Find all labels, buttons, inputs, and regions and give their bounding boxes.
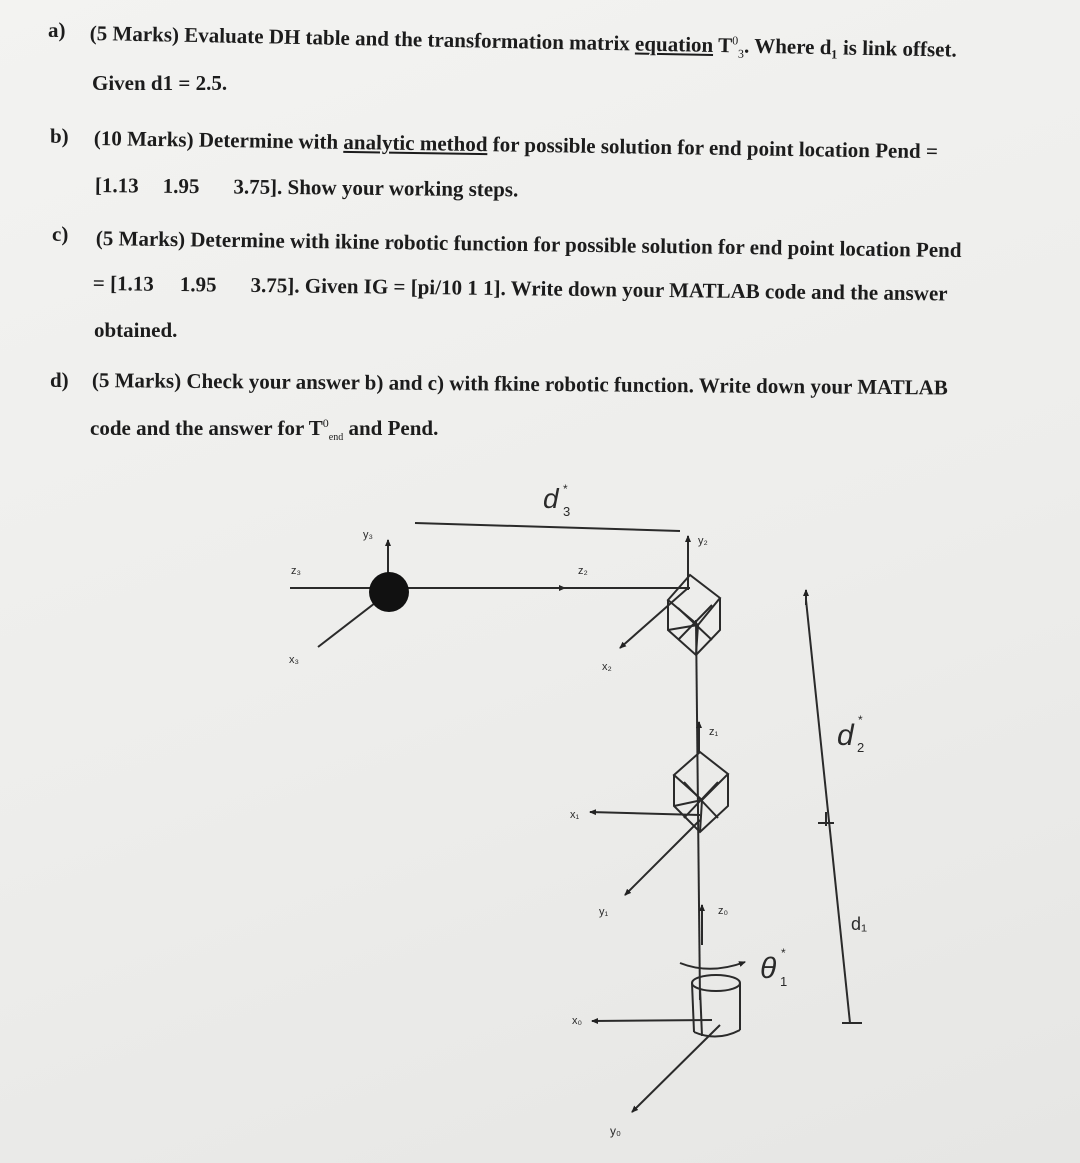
x0-label: x₀ [572, 1015, 583, 1027]
x3-label: x₃ [289, 654, 299, 666]
question-b-line1: (10 Marks) Determine with analytic method for possible solution for end point location Pend = [93, 126, 939, 164]
d3-subscript: 3 [563, 504, 571, 519]
y1-label: y₁ [599, 906, 609, 918]
d2-label: d [837, 719, 854, 752]
prismatic-joint-1-cube [674, 752, 728, 832]
x0-axis-line [592, 1020, 712, 1021]
question-c-line3: obtained. [94, 318, 178, 342]
question-a-line2: Given d1 = 2.5. [92, 71, 228, 95]
theta1-subscript: 1 [780, 974, 788, 989]
y3-label: y₃ [363, 529, 373, 541]
z1-label: z₁ [709, 726, 719, 738]
theta1-rotation-arc [680, 962, 745, 969]
z2-label: z₂ [578, 565, 588, 577]
y0-axis-line [632, 1025, 720, 1112]
theta1-label: θ [760, 952, 777, 985]
theta1-star: * [781, 946, 786, 960]
d3-star: * [563, 482, 568, 496]
question-b-label: b) [50, 124, 69, 148]
y0-label: y₀ [610, 1124, 621, 1138]
d2-subscript: 2 [857, 740, 865, 755]
link-2-column [696, 620, 700, 1000]
d2-star: * [858, 713, 863, 727]
x2-label: x₂ [602, 661, 612, 673]
question-c-line2: = [1.13 1.95 3.75]. Given IG = [pi/10 1 1]. Write down your MATLAB code and the answer [92, 271, 948, 306]
question-b-line2: [1.13 1.95 3.75]. Show your working steps. [94, 173, 519, 202]
d1-label: d₁ [851, 914, 868, 934]
z3-label: z₃ [291, 565, 301, 577]
end-effector-dot [369, 572, 409, 612]
z0-label: z₀ [718, 905, 729, 917]
d3-dimension-line [415, 523, 680, 531]
question-c-line1: (5 Marks) Determine with ikine robotic function for possible solution for end point location Pend [95, 226, 962, 263]
d3-label: d [543, 483, 559, 514]
x1-label: x₁ [570, 809, 580, 821]
x1-axis-line [590, 812, 700, 815]
question-a-line1: (5 Marks) Evaluate DH table and the transformation matrix equation $T^0_3$. Where d₁ is link offset. [89, 21, 957, 62]
question-c-label: c) [52, 222, 69, 246]
y1-axis-line [625, 820, 700, 895]
d1-d2-dimension-line [806, 600, 850, 1023]
y2-label: y₂ [698, 535, 708, 547]
question-a-label: a) [48, 18, 66, 42]
question-d-line2: code and the answer for $T^0_{end}$ and Pend. [90, 416, 439, 444]
question-d-line1: (5 Marks) Check your answer b) and c) with fkine robotic function. Write down your MATLAB [91, 368, 948, 400]
question-d-label: d) [50, 368, 69, 392]
